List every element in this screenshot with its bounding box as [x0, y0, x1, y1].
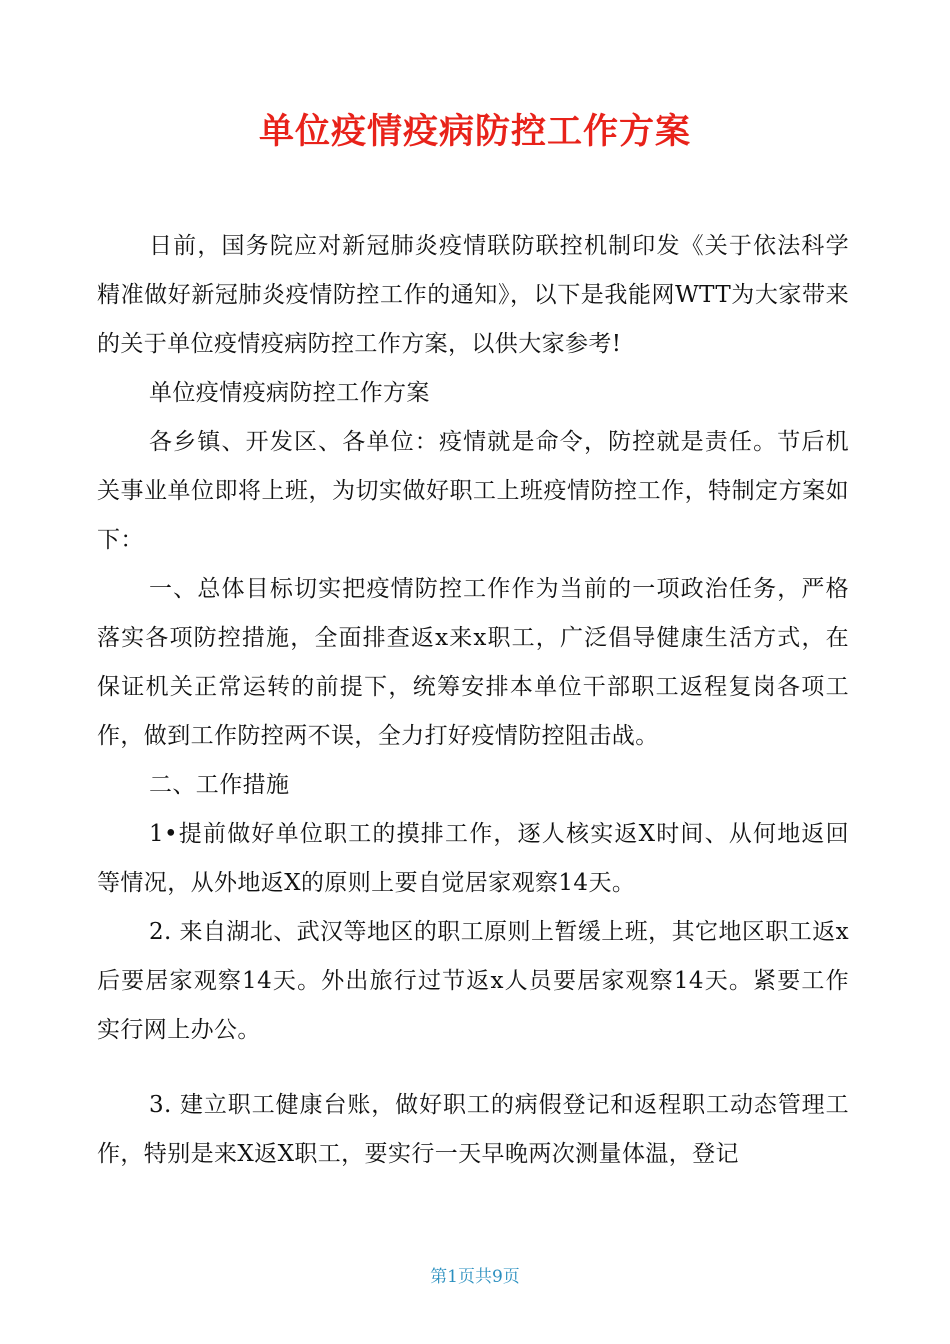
intro-paragraph: 日前，国务院应对新冠肺炎疫情联防联控机制印发《关于依法科学精准做好新冠肺炎疫情防控工作的通知》，以下是我能网WTT为大家带来的关于单位疫情疫病防控工作方案，以供大家参考! — [97, 233, 849, 357]
document-body — [97, 222, 849, 1179]
document-title: 单位疫情疫病防控工作方案 — [258, 112, 691, 152]
measure-three-paragraph: 3. 建立职工健康台账，做好职工的病假登记和返程职工动态管理工作，特别是来X返X职工，要实行一天早晚两次测量体温，登记 — [97, 1092, 849, 1167]
section-two-heading: 二、工作措施 — [149, 772, 290, 798]
measure-one-paragraph: 1•提前做好单位职工的摸排工作，逐人核实返X时间、从何地返回等情况，从外地返X的原则上要自觉居家观察14天。 — [97, 821, 849, 896]
page-number-footer: 第1页共9页 — [430, 1267, 520, 1287]
section-one-paragraph: 一、总体目标切实把疫情防控工作作为当前的一项政治任务，严格落实各项防控措施，全面排查返x来x职工，广泛倡导健康生活方式，在保证机关正常运转的前提下，统筹安排本单位干部职工返程复岗各项工作，做到工作防控两不误，全力打好疫情防控阻击战。 — [97, 576, 849, 749]
notice-paragraph: 各乡镇、开发区、各单位：疫情就是命令，防控就是责任。节后机关事业单位即将上班，为切实做好职工上班疫情防控工作，特制定方案如下： — [97, 429, 849, 553]
subtitle-paragraph: 单位疫情疫病防控工作方案 — [149, 380, 430, 406]
measure-two-paragraph: 2. 来自湖北、武汉等地区的职工原则上暂缓上班，其它地区职工返x后要居家观察14天。外出旅行过节返x人员要居家观察14天。紧要工作实行网上办公。 — [97, 919, 849, 1043]
paragraph-gap — [97, 1055, 849, 1081]
